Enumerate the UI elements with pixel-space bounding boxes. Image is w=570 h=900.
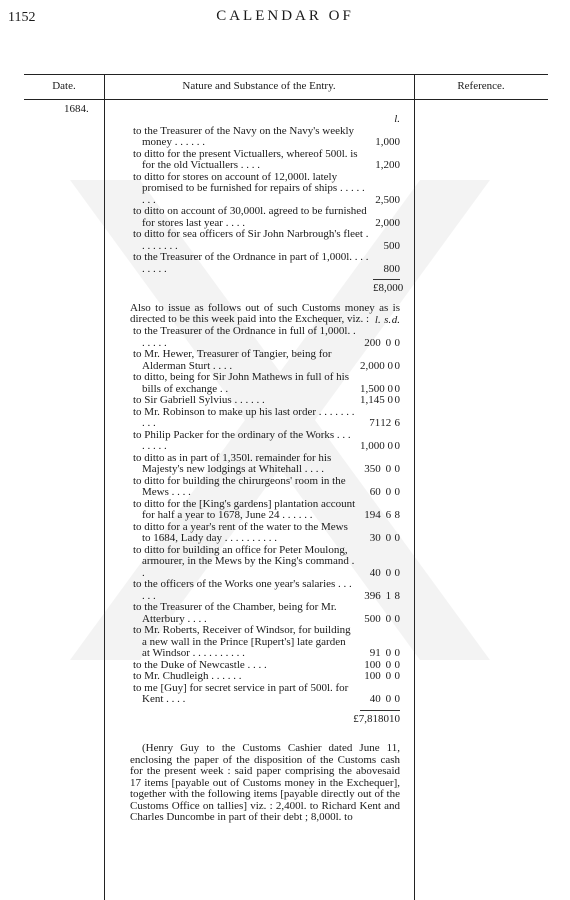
ledger-entry	[130, 229, 400, 252]
entry-amount	[360, 591, 400, 603]
pounds: 396	[364, 589, 381, 602]
pence: 0	[394, 382, 400, 395]
pence: 0	[394, 359, 400, 372]
entry-amount	[360, 441, 400, 453]
shillings: 0	[385, 336, 392, 349]
entry-text: to me [Guy] for secret service in part of 500l. for Kent . . . .	[133, 681, 349, 705]
entry-amount	[360, 510, 400, 522]
section2-total: £7,818 0 10	[360, 710, 400, 726]
entry-text: to the Treasurer of the Ordnance in full of 1,000l. . . . . . .	[133, 325, 356, 349]
reference-column-rule	[414, 74, 415, 900]
pounds: 91	[369, 647, 381, 659]
section1-total: £8,000	[373, 279, 400, 295]
header-bottom-rule	[24, 99, 548, 100]
entry-text: to ditto for sea officers of Sir John Narbrough's fleet . . . . . . . .	[133, 228, 369, 252]
unit-header: l.	[394, 113, 400, 125]
pounds: 2,000	[360, 359, 385, 372]
entry-text: to ditto for a year's rent of the water to the Mews to 1684, Lady day . . . . . . . . . .	[133, 520, 348, 544]
shillings: 0	[385, 463, 392, 475]
pounds: 350	[364, 463, 381, 475]
ledger-entry	[130, 453, 400, 476]
entry-amount	[360, 487, 400, 499]
entry-amount	[360, 614, 400, 626]
date-column-header: Date.	[52, 80, 76, 92]
ledger-entry	[130, 671, 400, 683]
pounds: 1,145	[360, 394, 385, 406]
pence: 8	[394, 509, 400, 521]
ledger-entry	[130, 252, 400, 275]
pounds: 100	[364, 670, 381, 682]
pence: 0	[394, 394, 400, 406]
entry-amount	[360, 533, 400, 545]
ledger-entry	[130, 476, 400, 499]
entry-text: to Mr. Hewer, Treasurer of Tangier, being for Alderman Sturt . . . .	[133, 348, 332, 372]
ledger-entry	[130, 395, 400, 407]
entry-text: to the Treasurer of the Navy on the Navy's weekly money . . . . . .	[133, 124, 355, 148]
entry-text: to ditto as in part of 1,350l. remainder for his Majesty's new lodgings at Whitehall . . . .	[133, 451, 332, 475]
pounds: 500	[364, 612, 381, 625]
intro2-text: Also to issue as follows out of such Customs money as is directed to be this week paid into the Exchequer, viz. :	[130, 301, 400, 325]
pence: 0	[394, 486, 400, 498]
entry-amount	[360, 694, 400, 706]
pence: 0	[394, 693, 400, 705]
shillings: 0	[385, 612, 392, 625]
pounds: 194	[364, 509, 381, 521]
entry-amount: 1,000	[375, 136, 400, 148]
entry-amount	[360, 648, 400, 660]
pounds: 200	[364, 336, 381, 349]
shillings: 0	[385, 532, 392, 544]
shillings: 6	[385, 509, 392, 521]
entry-text: to ditto on account of 30,000l. agreed to be furnished for stores last year . . . .	[133, 205, 367, 229]
entry-year: 1684.	[64, 103, 89, 115]
pounds: 40	[369, 566, 381, 579]
ledger-entry	[130, 126, 400, 149]
entry-text: to ditto, being for Sir John Mathews in full of his bills of exchange . .	[133, 371, 350, 395]
section2-entries	[130, 326, 400, 706]
entry-text: to Mr. Roberts, Receiver of Windsor, for building a new wall in the Prince [Rupert's] late garden at Windsor . . . . . . . . . .	[133, 624, 351, 659]
shillings: 0	[387, 359, 393, 372]
entry-text: to Sir Gabriell Sylvius . . . . . .	[133, 394, 265, 406]
shillings: 0	[387, 394, 393, 406]
entry-text: to Mr. Robinson to make up his last order . . . . . . . . . .	[133, 405, 355, 429]
entry-amount: 2,000	[375, 216, 400, 229]
entry-amount	[360, 418, 400, 430]
pence: 0	[394, 670, 400, 682]
entry-amount: 800	[383, 262, 400, 275]
closing-paragraph: (Henry Guy to the Customs Cashier dated June 11, enclosing the paper of the disposition of the Customs cash for the present week : said paper comprising the abovesaid 17 items [payable out of Customs money in the Exchequer], together with the following items [payable directly out of the Customs Office on tallies] viz. : 2,400l. to Richard Kent and Charles Duncombe in part of their debt ; 8,000l. to	[130, 742, 400, 823]
pounds: 100	[364, 658, 381, 671]
pence: 0	[394, 463, 400, 475]
ledger-entry	[130, 372, 400, 395]
pounds: 71	[369, 417, 381, 429]
entry-text: to the officers of the Works one year's salaries . . . . . .	[133, 578, 352, 602]
ledger-entry	[130, 522, 400, 545]
shillings: 0	[385, 670, 392, 682]
ledger-entry	[130, 499, 400, 522]
date-column-rule	[104, 74, 105, 900]
ledger-entry	[130, 579, 400, 602]
shillings: 0	[387, 382, 393, 395]
entry-amount	[360, 671, 400, 683]
pounds: 1,500	[360, 382, 385, 395]
entry-text: to Mr. Chudleigh . . . . . .	[133, 670, 242, 682]
pence: 0	[394, 566, 400, 579]
ledger-entry	[130, 407, 400, 430]
pence: 0	[394, 336, 400, 349]
ledger-entry	[130, 430, 400, 453]
entry-text: to ditto for building the chirurgeons' room in the Mews . . . .	[133, 474, 346, 498]
pounds: 30	[369, 532, 381, 544]
ledger-entry	[130, 545, 400, 580]
ledger-entry	[130, 149, 400, 172]
shillings: 0	[387, 440, 393, 452]
ledger-entry	[130, 349, 400, 372]
page-number: 1152	[8, 10, 36, 25]
entry-amount: 1,200	[375, 159, 400, 171]
pence: 0	[394, 658, 400, 671]
entry-text: to ditto for stores on account of 12,000l. lately promised to be furnished for repairs of ships . . . . . . . .	[133, 170, 365, 206]
pence: 8	[394, 589, 400, 602]
ledger-entry	[130, 172, 400, 207]
entry-text: to Philip Packer for the ordinary of the Works . . . . . . . .	[133, 428, 351, 452]
entry-body	[130, 113, 404, 824]
entry-amount: 500	[383, 239, 400, 252]
entry-text: to ditto for building an office for Peter Moulong, armourer, in the Mews by the King's command . .	[133, 543, 355, 579]
entry-amount	[360, 338, 400, 350]
reference-column-header: Reference.	[457, 80, 505, 92]
running-title: CALENDAR OF	[216, 8, 354, 24]
entry-text: to the Duke of Newcastle . . . .	[133, 658, 267, 671]
pence: 0	[394, 612, 400, 625]
shillings: 1	[385, 589, 392, 602]
pence: 0	[394, 440, 400, 452]
entry-text: to ditto for the present Victuallers, whereof 500l. is for the old Victuallers . . . .	[133, 147, 358, 171]
shillings: 0	[385, 658, 392, 671]
ledger-entry	[130, 206, 400, 229]
entry-amount: 2,500	[375, 193, 400, 206]
entry-text: to the Treasurer of the Ordnance in part of 1,000l. . . . . . . . .	[133, 251, 369, 275]
pounds: 40	[369, 693, 381, 705]
header-top-rule	[24, 74, 548, 75]
section1-entries	[130, 126, 400, 276]
ledger-entry	[130, 602, 400, 625]
entry-amount	[360, 361, 400, 373]
shillings: 0	[385, 693, 392, 705]
entry-amount	[360, 464, 400, 476]
ledger-entry	[130, 326, 400, 349]
pence: 6	[394, 417, 400, 429]
nature-column-header: Nature and Substance of the Entry.	[182, 80, 336, 92]
ledger-entry	[130, 625, 400, 660]
shillings: 0	[385, 486, 392, 498]
entry-text: to the Treasurer of the Chamber, being for Mr. Atterbury . . . .	[133, 601, 337, 625]
entry-amount	[360, 395, 400, 407]
pounds: 1,000	[360, 440, 385, 452]
shillings: 0	[385, 566, 392, 579]
pence: 0	[394, 647, 400, 659]
shillings: 0	[385, 647, 392, 659]
pence: 0	[394, 532, 400, 544]
shillings: 12	[380, 417, 392, 429]
entry-amount	[360, 568, 400, 580]
pounds: 60	[369, 486, 381, 498]
ledger-entry	[130, 683, 400, 706]
lsd-unit-header: l. s. d.	[374, 313, 400, 326]
entry-text: to ditto for the [King's gardens] plantation account for half a year to 1678, June 24 . . . . . .	[133, 497, 356, 521]
